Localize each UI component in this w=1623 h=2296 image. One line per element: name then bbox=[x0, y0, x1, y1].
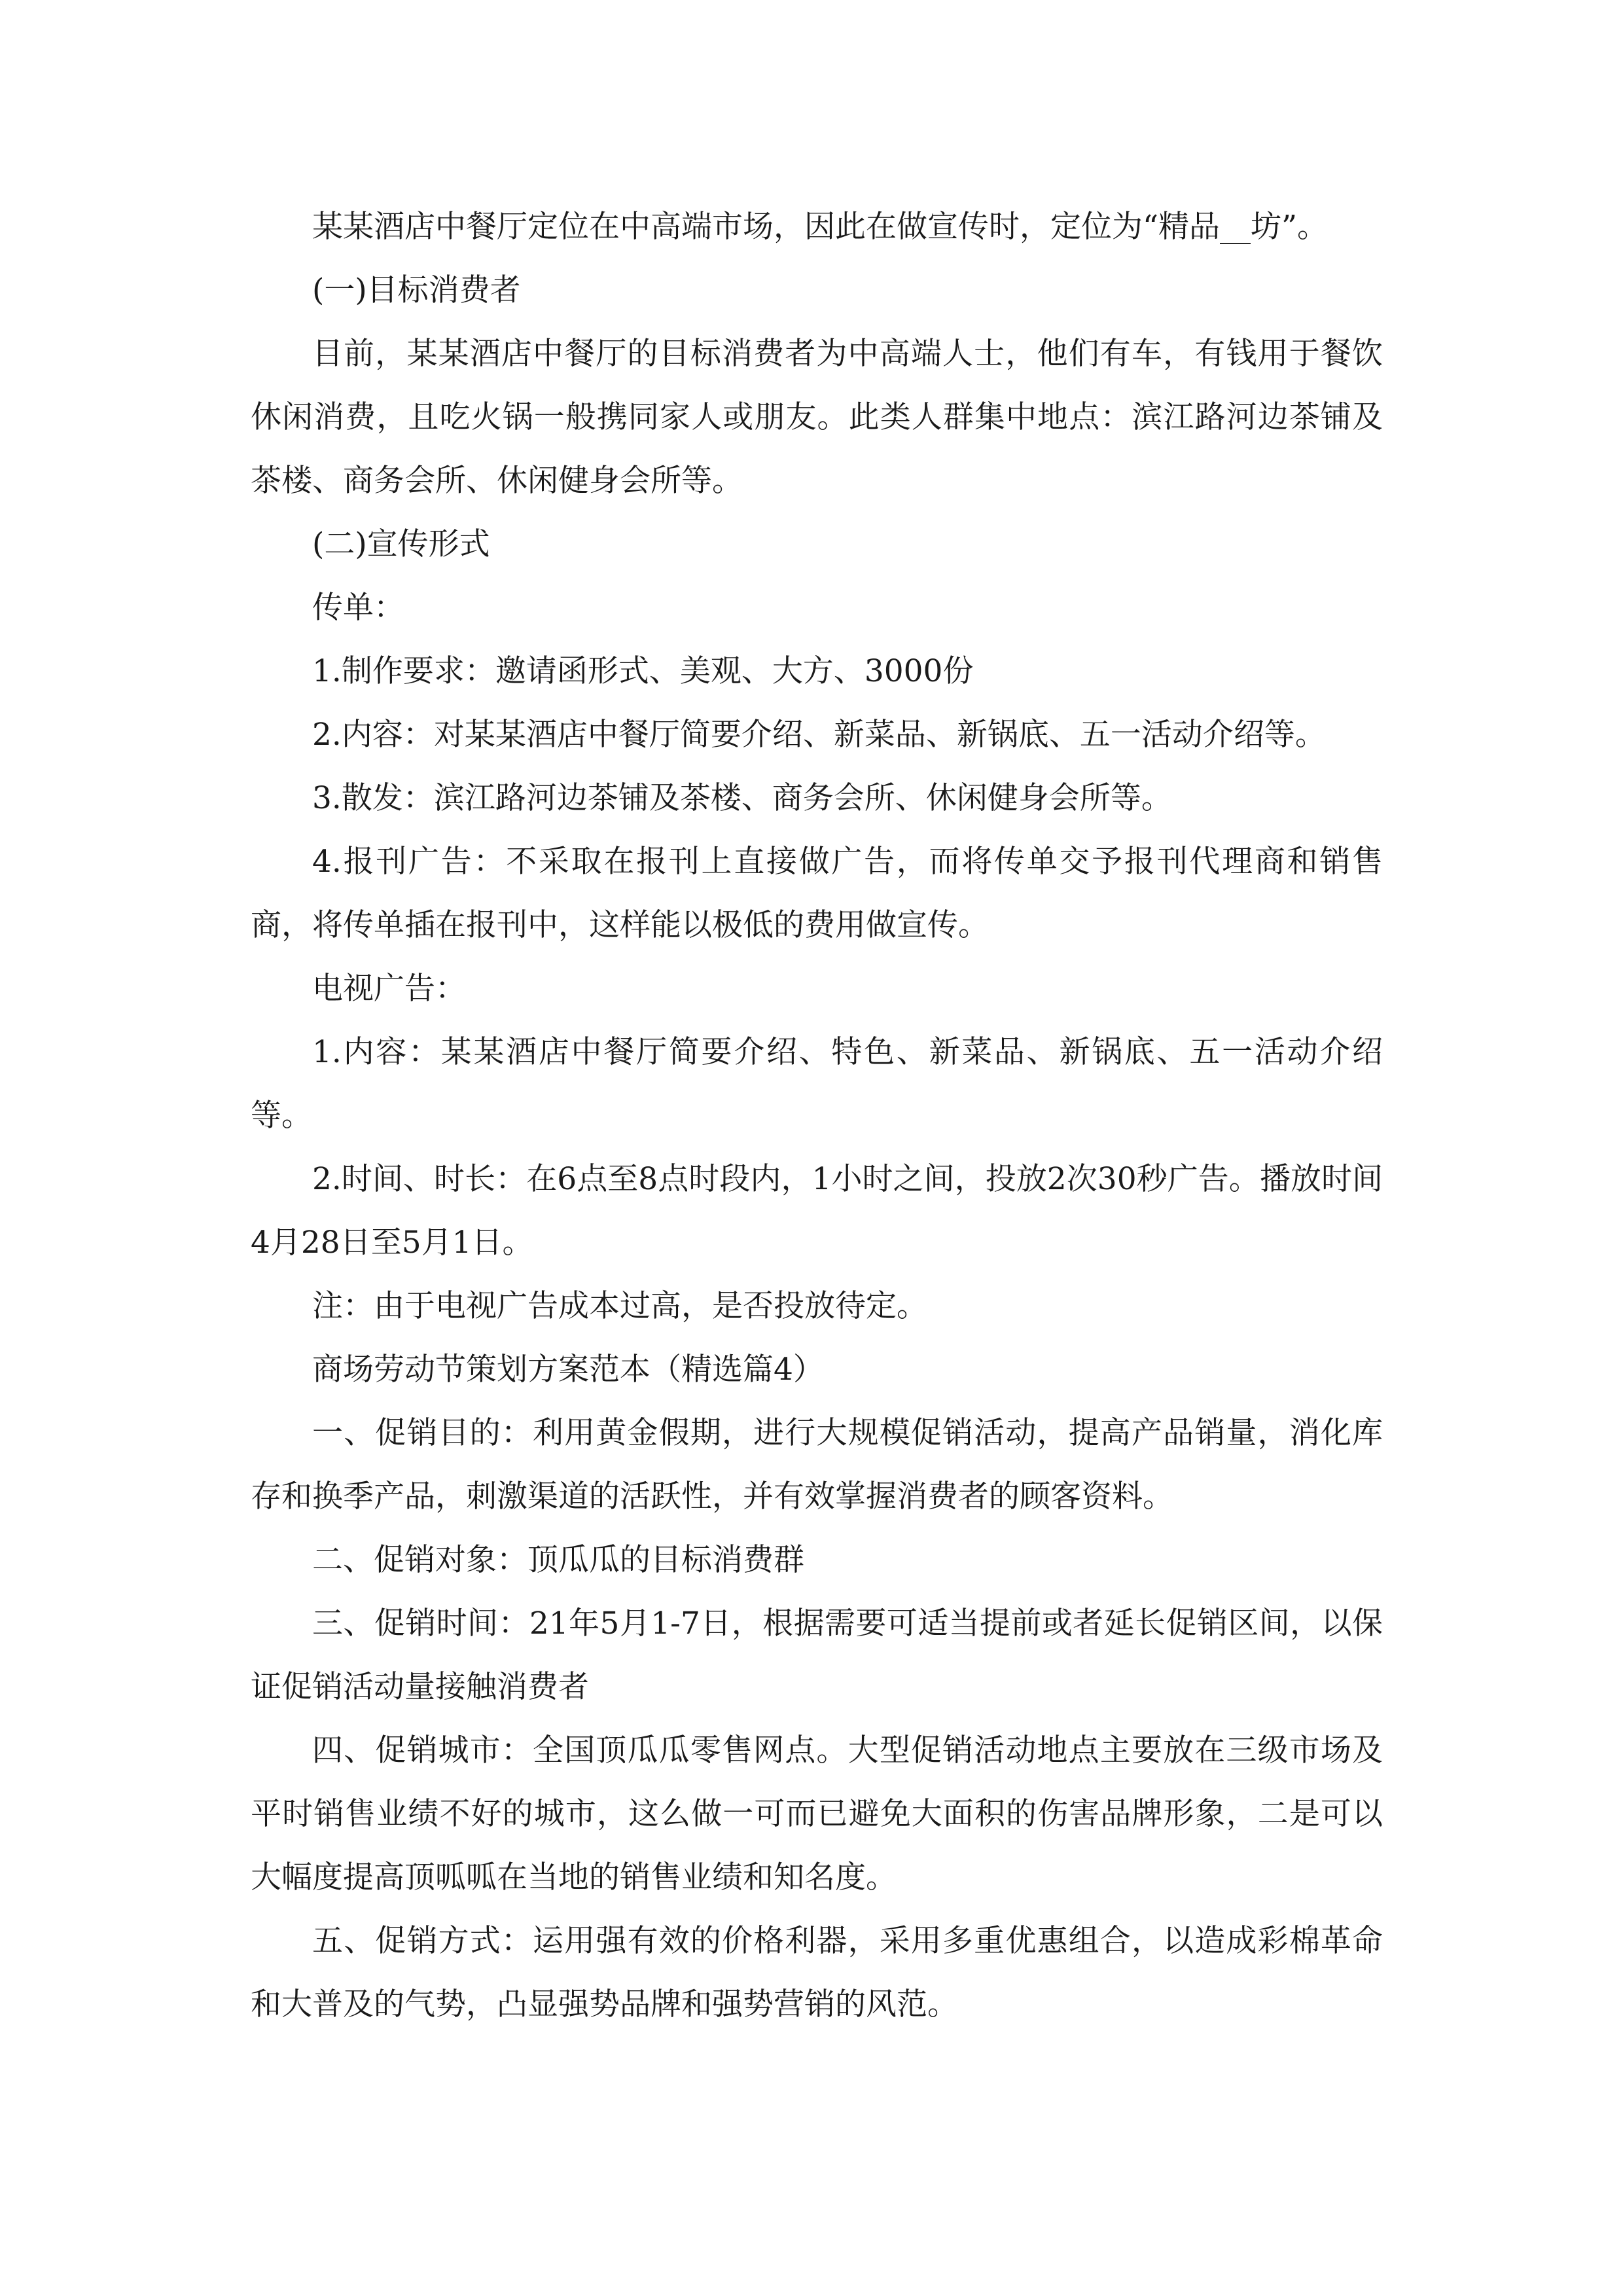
tv-item-2: 2.时间、时长：在6点至8点时段内，1小时之间，投放2次30秒广告。播放时间4月28日至5月1日。 bbox=[251, 1161, 1383, 1261]
flyer-item-3: 3.散发：滨江路河边茶铺及茶楼、商务会所、休闲健身会所等。 bbox=[312, 780, 1172, 816]
heading-target-consumers: (一)目标消费者 bbox=[312, 272, 521, 308]
paragraph-target-consumers: 目前，某某酒店中餐厅的目标消费者为中高端人士，他们有车，有钱用于餐饮休闲消费，且吃火锅一般携同家人或朋友。此类人群集中地点：滨江路河边茶铺及茶楼、商务会所、休闲健身会所等。 bbox=[251, 336, 1383, 499]
label-flyers: 传单： bbox=[312, 590, 404, 626]
promo-method: 五、促销方式：运用强有效的价格利器，采用多重优惠组合，以造成彩棉革命和大普及的气势，凸显强势品牌和强势营销的风范。 bbox=[251, 1923, 1383, 2022]
label-tv-ads: 电视广告： bbox=[312, 971, 466, 1007]
heading-promotion-forms: (二)宣传形式 bbox=[312, 526, 490, 562]
promo-audience: 二、促销对象：顶瓜瓜的目标消费群 bbox=[312, 1542, 804, 1578]
section-title: 商场劳动节策划方案范本（精选篇4） bbox=[312, 1352, 824, 1388]
flyer-item-4: 4.报刊广告：不采取在报刊上直接做广告，而将传单交予报刊代理商和销售商，将传单插在报刊中，这样能以极低的费用做宣传。 bbox=[251, 844, 1383, 943]
paragraph-positioning: 某某酒店中餐厅定位在中高端市场，因此在做宣传时，定位为“精品__坊”。 bbox=[312, 209, 1329, 245]
tv-note: 注：由于电视广告成本过高，是否投放待定。 bbox=[312, 1288, 927, 1324]
flyer-item-2: 2.内容：对某某酒店中餐厅简要介绍、新菜品、新锅底、五一活动介绍等。 bbox=[312, 717, 1326, 753]
promo-cities: 四、促销城市：全国顶瓜瓜零售网点。大型促销活动地点主要放在三级市场及平时销售业绩不好的城市，这么做一可而已避免大面积的伤害品牌形象，二是可以大幅度提高顶呱呱在当地的销售业绩和知名度。 bbox=[251, 1732, 1383, 1895]
tv-item-1: 1.内容：某某酒店中餐厅简要介绍、特色、新菜品、新锅底、五一活动介绍等。 bbox=[251, 1034, 1383, 1134]
flyer-item-1: 1.制作要求：邀请函形式、美观、大方、3000份 bbox=[312, 653, 974, 689]
promo-time: 三、促销时间：21年5月1-7日，根据需要可适当提前或者延长促销区间，以保证促销活动量接触消费者 bbox=[251, 1605, 1383, 1705]
promo-purpose: 一、促销目的：利用黄金假期，进行大规模促销活动，提高产品销量，消化库存和换季产品，刺激渠道的活跃性，并有效掌握消费者的顾客资料。 bbox=[251, 1415, 1383, 1515]
document-body bbox=[251, 195, 1383, 2036]
